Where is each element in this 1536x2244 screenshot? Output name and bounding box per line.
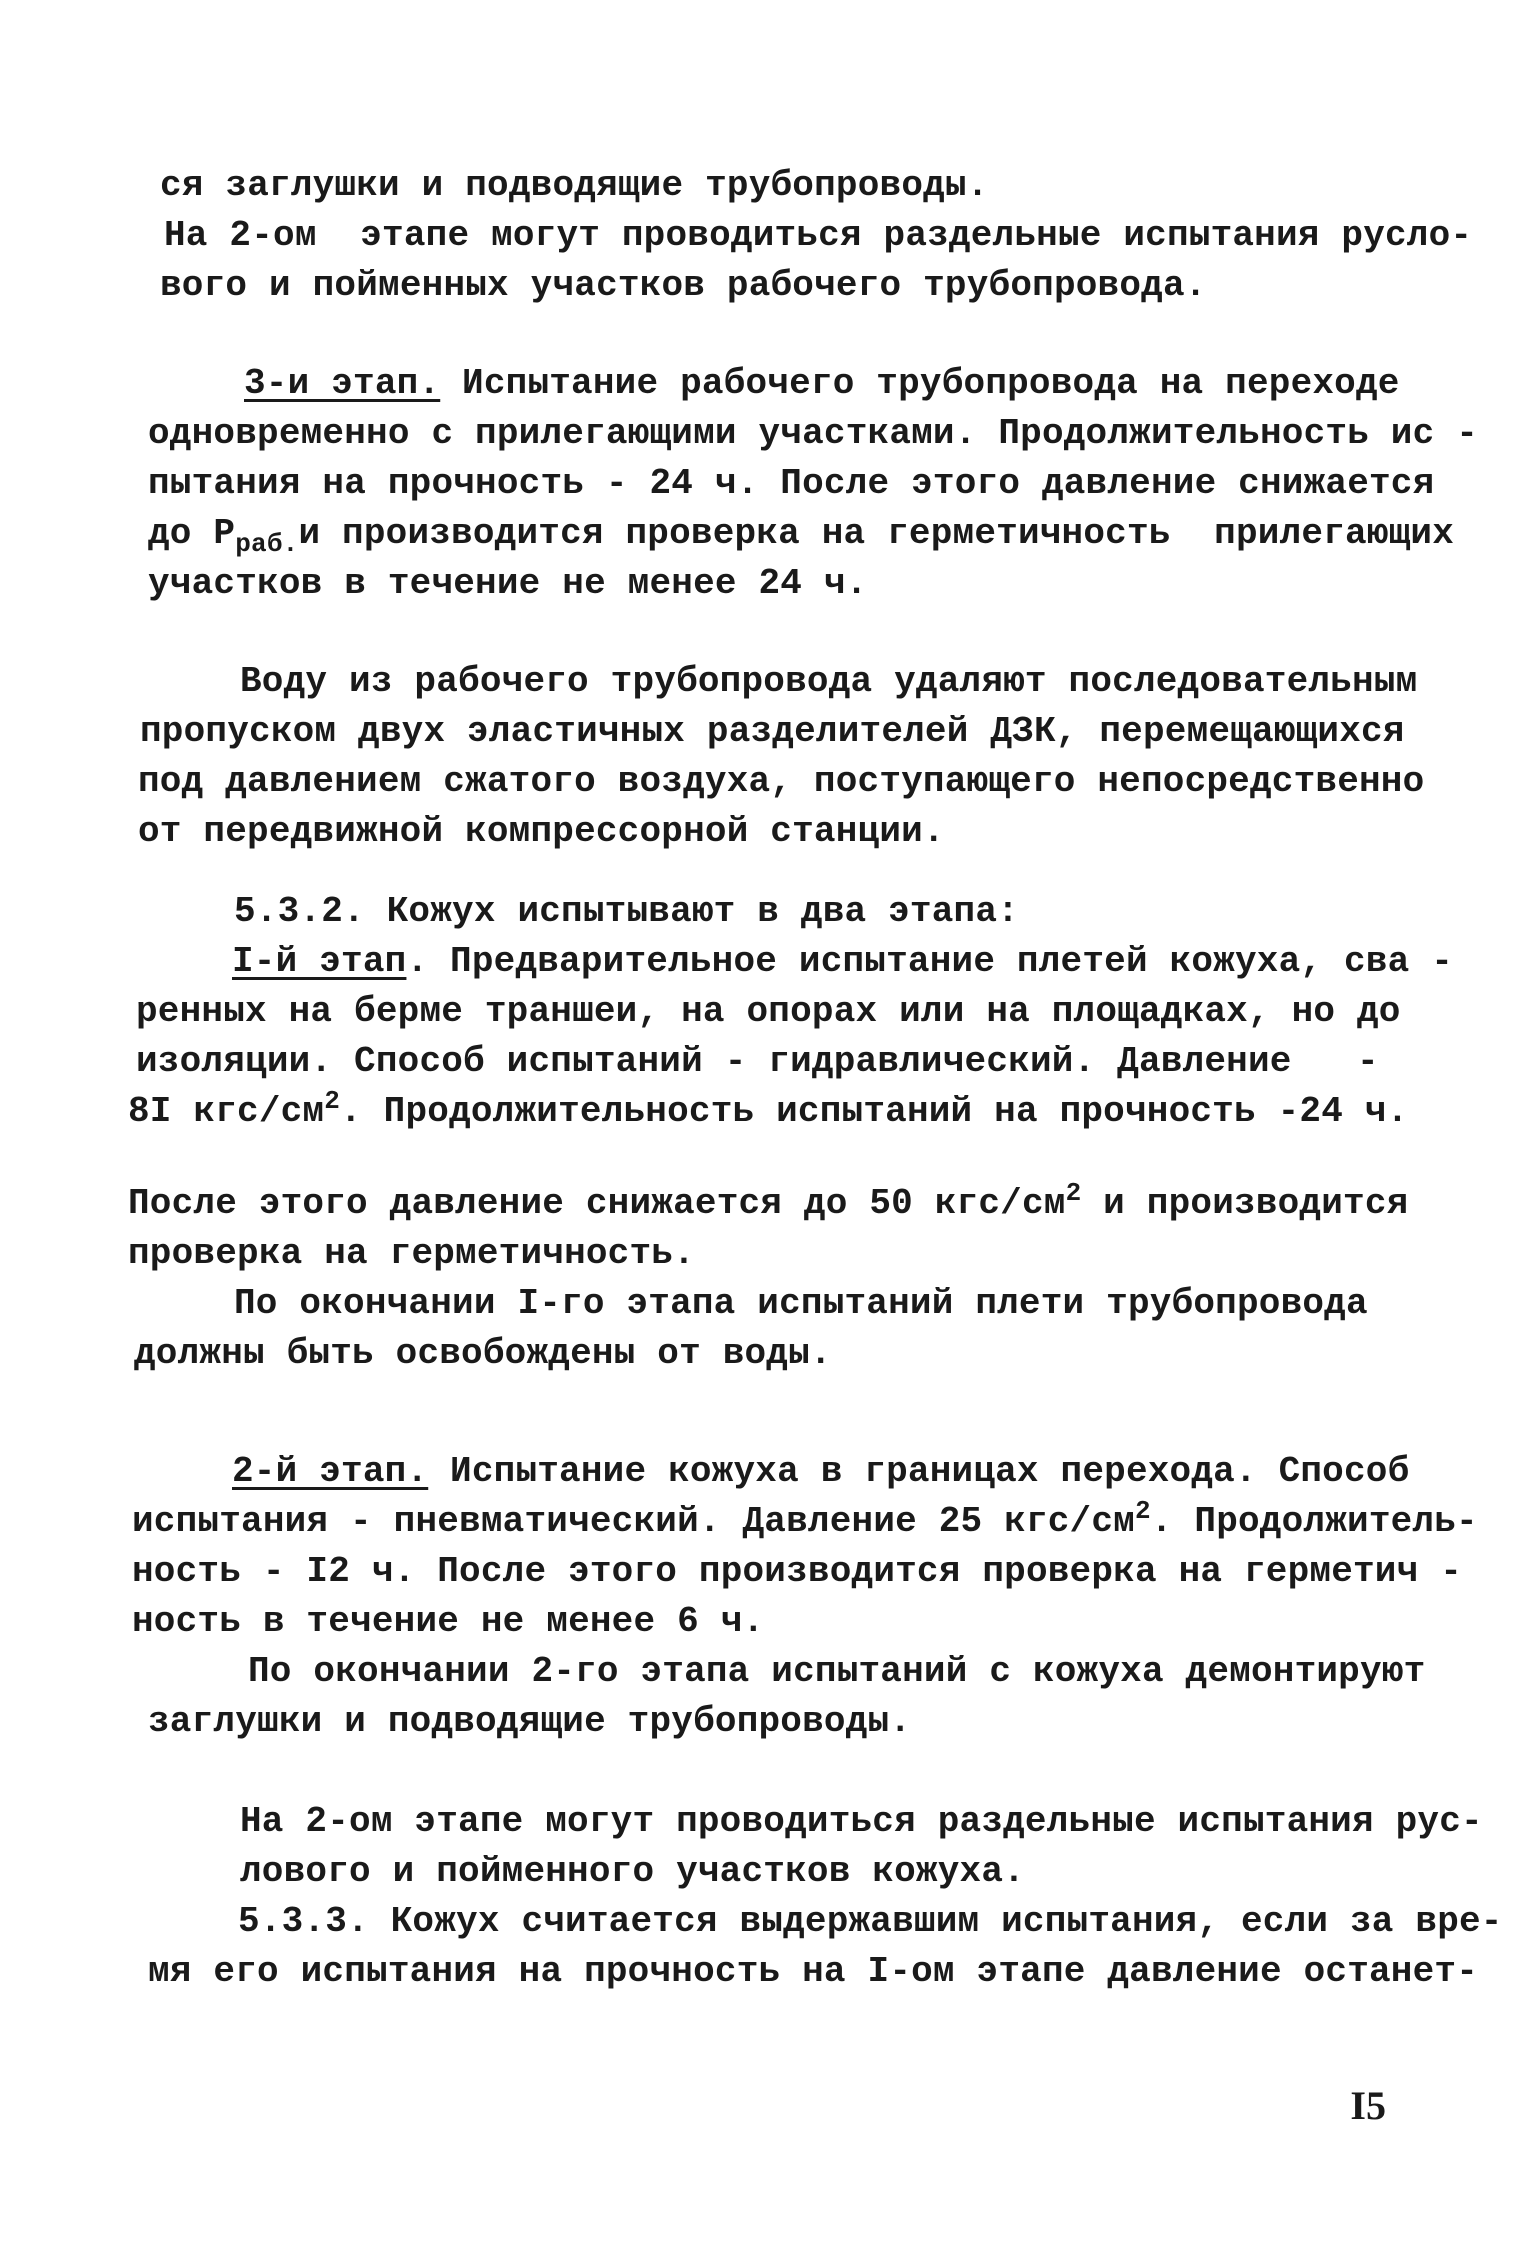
text-span: ность - I2 ч. После этого производится проверка на герметич - bbox=[132, 1551, 1463, 1592]
text-line bbox=[136, 1040, 1379, 1084]
text-span: пропуском двух эластичных разделителей ДЗК, перемещающихся bbox=[140, 711, 1405, 752]
text-span: . Продолжитель- bbox=[1150, 1501, 1478, 1542]
text-span: ренных на берме траншеи, на опорах или на площадках, но до bbox=[136, 991, 1401, 1032]
text-span: Испытание рабочего трубопровода на переходе bbox=[440, 363, 1400, 404]
text-line bbox=[148, 1700, 911, 1744]
text-span: проверка на герметичность. bbox=[128, 1233, 695, 1274]
text-span: лового и пойменного участков кожуха. bbox=[240, 1851, 1025, 1892]
text-span: и производится проверка на герметичность прилегающих bbox=[298, 513, 1455, 554]
text-line bbox=[148, 512, 1455, 560]
text-span: мя его испытания на прочность на I-ом этапе давление останет- bbox=[148, 1951, 1479, 1992]
text-span: I-й этап bbox=[232, 941, 407, 982]
text-span: ность в течение не менее 6 ч. bbox=[132, 1601, 765, 1642]
text-span: . Продолжительность испытаний на прочность -24 ч. bbox=[340, 1091, 1409, 1132]
text-line bbox=[234, 1282, 1368, 1326]
text-line bbox=[238, 1900, 1503, 1944]
text-line bbox=[244, 362, 1400, 406]
text-line bbox=[128, 1232, 695, 1276]
text-line bbox=[136, 990, 1401, 1034]
text-line bbox=[160, 264, 1207, 308]
text-span: испытания - пневматический. Давление 25 кгс/см bbox=[132, 1501, 1135, 1542]
text-span: После этого давление снижается до 50 кгс/см bbox=[128, 1183, 1066, 1224]
subscript: раб. bbox=[235, 529, 299, 560]
text-line bbox=[240, 1800, 1483, 1844]
text-line bbox=[232, 1450, 1409, 1494]
text-line bbox=[138, 810, 945, 854]
text-span: и производится bbox=[1081, 1183, 1409, 1224]
text-span: от передвижной компрессорной станции. bbox=[138, 811, 945, 852]
text-span: до Р bbox=[148, 513, 236, 554]
text-span: участков в течение не менее 24 ч. bbox=[148, 563, 868, 604]
page-number: I5 bbox=[1350, 2083, 1386, 2128]
text-line bbox=[148, 412, 1478, 456]
text-span: 5.3.2. Кожух испытывают в два этапа: bbox=[234, 891, 1019, 932]
text-span: 3-и этап. bbox=[244, 363, 441, 404]
text-span: 2-й этап. bbox=[232, 1451, 429, 1492]
text-line bbox=[138, 760, 1424, 804]
text-line bbox=[128, 1178, 1409, 1226]
text-line bbox=[134, 1332, 832, 1376]
text-line bbox=[240, 1850, 1025, 1894]
text-line bbox=[140, 710, 1405, 754]
text-line bbox=[132, 1550, 1462, 1594]
superscript: 2 bbox=[324, 1086, 341, 1116]
text-span: заглушки и подводящие трубопроводы. bbox=[148, 1701, 912, 1742]
text-span: На 2-ом этапе могут проводиться раздельные испытания русло- bbox=[164, 215, 1473, 256]
text-span: ся заглушки и подводящие трубопроводы. bbox=[160, 165, 989, 206]
text-span: По окончании I-го этапа испытаний плети трубопровода bbox=[234, 1283, 1368, 1324]
text-span: вого и пойменных участков рабочего трубопровода. bbox=[160, 265, 1207, 306]
text-line bbox=[234, 890, 1019, 934]
text-span: По окончании 2-го этапа испытаний с кожуха демонтируют bbox=[248, 1651, 1426, 1692]
superscript: 2 bbox=[1134, 1496, 1151, 1526]
text-span: должны быть освобождены от воды. bbox=[134, 1333, 832, 1374]
text-span: пытания на прочность - 24 ч. После этого давление снижается bbox=[148, 463, 1435, 504]
text-line bbox=[232, 940, 1453, 984]
text-line bbox=[240, 660, 1417, 704]
text-span: изоляции. Способ испытаний - гидравлический. Давление - bbox=[136, 1041, 1379, 1082]
text-line bbox=[164, 214, 1472, 258]
text-span: . Предварительное испытание плетей кожуха, сва - bbox=[406, 941, 1454, 982]
text-span: Воду из рабочего трубопровода удаляют последовательным bbox=[240, 661, 1418, 702]
text-span: под давлением сжатого воздуха, поступающего непосредственно bbox=[138, 761, 1425, 802]
text-line bbox=[148, 1950, 1478, 1994]
text-span: 8I кгс/см bbox=[128, 1091, 325, 1132]
text-line bbox=[248, 1650, 1425, 1694]
text-span: 5.3.3. Кожух считается выдержавшим испытания, если за вре- bbox=[238, 1901, 1503, 1942]
text-line bbox=[148, 462, 1434, 506]
text-span: одновременно с прилегающими участками. Продолжительность ис - bbox=[148, 413, 1479, 454]
text-span: На 2-ом этапе могут проводиться раздельные испытания рус- bbox=[240, 1801, 1483, 1842]
text-span: Испытание кожуха в границах перехода. Способ bbox=[428, 1451, 1410, 1492]
text-line bbox=[128, 1086, 1409, 1134]
text-line bbox=[132, 1600, 764, 1644]
text-line bbox=[132, 1496, 1478, 1544]
text-line bbox=[160, 164, 989, 208]
text-line bbox=[148, 562, 868, 606]
superscript: 2 bbox=[1065, 1178, 1082, 1208]
